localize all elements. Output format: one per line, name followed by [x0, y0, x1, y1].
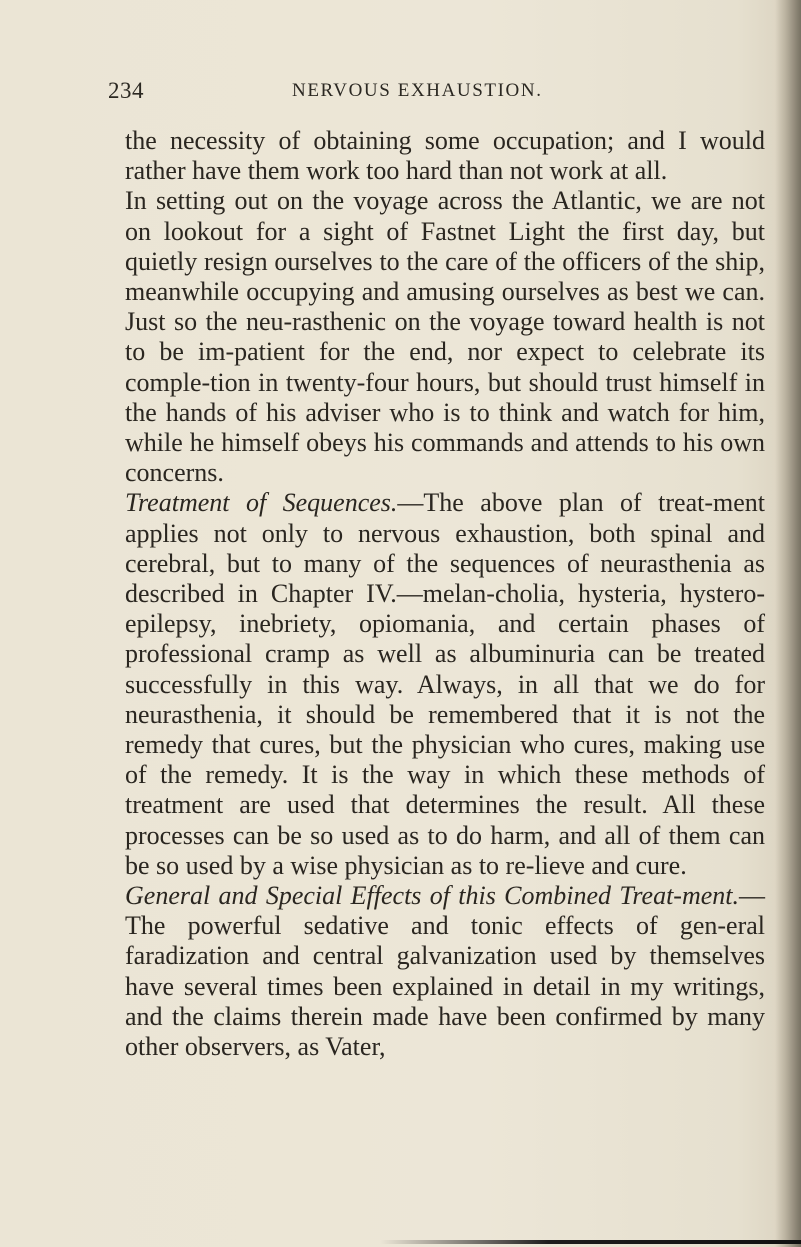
- page-header: [108, 78, 745, 118]
- page-number: 234: [108, 78, 144, 103]
- bottom-edge-rule: [380, 1240, 801, 1244]
- page-edge-shadow: [775, 0, 801, 1247]
- body-text: [125, 126, 765, 1062]
- paragraph-continuation: [125, 126, 765, 186]
- running-head: NERVOUS EXHAUSTION.: [292, 80, 543, 101]
- paragraph-text: the necessity of obtaining some occupation; and I would rather have them work too hard than not work at all.: [125, 126, 765, 186]
- paragraph-voyage: [125, 186, 765, 488]
- section-heading: General and Special Effects of this Combined Treat-ment.: [125, 881, 739, 911]
- section-heading: Treatment of Sequences.: [125, 488, 398, 518]
- paragraph-text: In setting out on the voyage across the Atlantic, we are not on lookout for a sight of Fastnet Light the first day, but quietly resign ourselves to the care of the officers of the ship, meanwhile occupying and amusing ourselves as best we can. Just so the neu-rasthenic on the voyage toward health is not to be im-patient for the end, nor expect to celebrate its comple-tion in twenty-four hours, but should trust himself in the hands of his adviser who is to think and watch for him, while he himself obeys his commands and attends to his own concerns.: [125, 186, 765, 488]
- paragraph-text: —The powerful sedative and tonic effects of gen-eral faradization and central galvanization used by themselves have several times been explained in detail in my writings, and the claims therein made have been confirmed by many other observers, as Vater,: [125, 881, 765, 1062]
- paragraph-text: —The above plan of treat-ment applies not only to nervous exhaustion, both spinal and cerebral, but to many of the sequences of neurasthenia as described in Chapter IV.—melan-cholia, hysteria, hystero-epilepsy, inebriety, opiomania, and certain phases of professional cramp as well as albuminuria can be treated successfully in this way. Always, in all that we do for neurasthenia, it should be remembered that it is not the remedy that cures, but the physician who cures, making use of the remedy. It is the way in which these methods of treatment are used that determines the result. All these processes can be so used as to do harm, and all of them can be so used by a wise physician as to re-lieve and cure.: [125, 488, 765, 880]
- paragraph-general-and-special-effects: [125, 881, 765, 1062]
- paragraph-treatment-of-sequences: [125, 488, 765, 881]
